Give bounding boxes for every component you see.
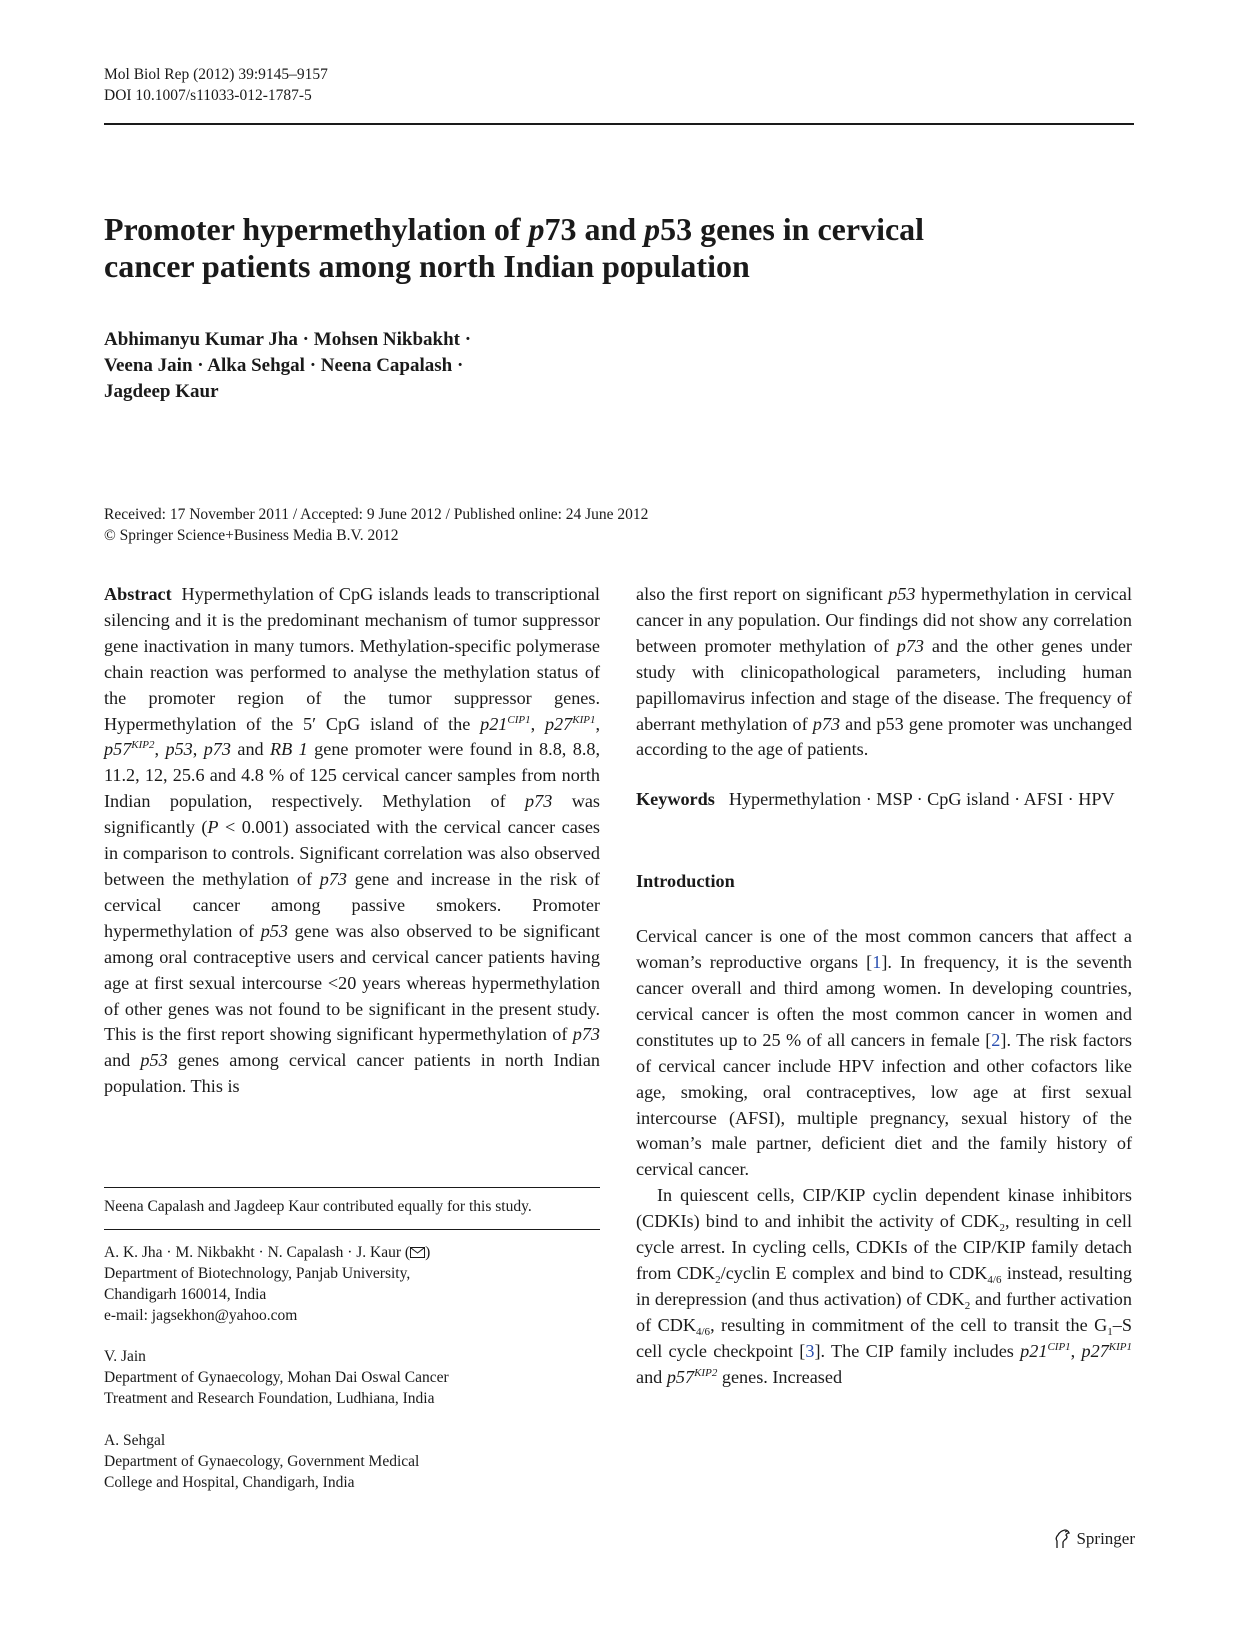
affiliation-city: Chandigarh 160014, India	[104, 1286, 267, 1303]
journal-citation	[104, 64, 328, 106]
author-list	[104, 327, 904, 405]
received-accepted-dates: Received: 17 November 2011 / Accepted: 9 June 2012 / Published online: 24 June 2012	[104, 506, 649, 523]
author-line: Abhimanyu Kumar Jha · Mohsen Nikbakht ·	[104, 329, 472, 350]
envelope-icon[interactable]	[410, 1247, 425, 1258]
journal-line: Mol Biol Rep (2012) 39:9145–9157	[104, 66, 328, 83]
title-line-2: cancer patients among north Indian population	[104, 248, 750, 284]
article-title	[104, 211, 1104, 285]
affiliation-names: A. Sehgal	[104, 1432, 166, 1449]
affiliation-1	[104, 1242, 600, 1326]
title-text: Promoter hypermethylation of	[104, 211, 529, 247]
author-line: Jagdeep Kaur	[104, 381, 219, 402]
affiliation-3	[104, 1430, 600, 1493]
header-rule	[104, 123, 1134, 125]
copyright-notice: © Springer Science+Business Media B.V. 2012	[104, 527, 399, 544]
intro-paragraph-1: Cervical cancer is one of the most common cancers that affect a woman’s reproductive organs [1]. In frequency, it is the seventh cancer overall and third among women. In developing countries, cervical cancer is often the most common cancer in women and constitutes up to 25 % of all cancers in female [2]. The risk factors of cervical cancer include HPV infection and other cofactors like age, smoking, oral contraceptives, low age at first sexual intercourse (AFSI), multiple pregnancy, sexual history of the woman’s male partner, deficient diet and the family history of cervical cancer.	[636, 926, 1132, 1180]
keywords	[636, 787, 1132, 813]
publisher-name: Springer	[1076, 1529, 1135, 1548]
title-gene-p53-italic: p	[644, 211, 661, 247]
affiliation-email[interactable]: e-mail: jagsekhon@yahoo.com	[104, 1307, 298, 1324]
abstract-column-left	[104, 582, 600, 1100]
right-column	[636, 582, 1132, 1390]
abstract-paragraph: Abstract Hypermethylation of CpG islands leads to transcriptional silencing and it is the predominant mechanism of tumor suppressor gene inactivation in many tumors. Methylation-specific polymerase chain reaction was performed to analyse the methylation status of the promoter region of the tumor suppressor genes. Hypermethylation of the 5′ CpG island of the $p21^{CIP1}$, $p27^{KIP1}$, $p57^{KIP2}$, p53, p73 and RB 1 gene promoter were found in 8.8, 8.8, 11.2, 12, 25.6 and 4.8 % of 125 cervical cancer samples from north Indian population, respectively. Methylation of p73 was significantly (P < 0.001) associated with the cervical cancer cases in comparison to controls. Significant correlation was also observed between the methylation of p73 gene and increase in the risk of cervical cancer among passive smokers. Promoter hypermethylation of p53 gene was also observed to be significant among oral contraceptive users and cervical cancer patients having age at first sexual intercourse <20 years whereas hypermethylation of other genes was not found to be significant in the present study. This is the first report showing significant hypermethylation of p73 and p53 genes among cervical cancer patients in north Indian population. This is	[104, 584, 601, 1097]
citation-link[interactable]: 3	[805, 1340, 815, 1361]
keywords-list: Hypermethylation · MSP · CpG island · AFSI · HPV	[728, 789, 1115, 810]
affiliation-dept: Department of Gynaecology, Mohan Dai Oswal Cancer	[104, 1369, 449, 1386]
publication-history	[104, 504, 1104, 546]
affiliation-city: College and Hospital, Chandigarh, India	[104, 1474, 355, 1491]
author-line: Veena Jain · Alka Sehgal · Neena Capalash ·	[104, 355, 464, 376]
title-gene-p73-italic: p	[528, 211, 545, 247]
affiliation-rule	[104, 1229, 600, 1230]
publisher-logo	[1053, 1529, 1135, 1549]
affiliation-city: Treatment and Research Foundation, Ludhiana, India	[104, 1390, 435, 1407]
intro-paragraph-2: In quiescent cells, CIP/KIP cyclin dependent kinase inhibitors (CDKIs) bind to and inhibit the activity of $CDK_2$, resulting in cell cycle arrest. In cycling cells, CDKIs of the CIP/KIP family detach from $CDK_2$/cyclin E complex and bind to $CDK_{4/6}$ instead, resulting in derepression (and thus activation) of $CDK_2$ and further activation of $CDK_{4/6}$, resulting in commitment of the cell to transit the $G_1-S$ cell cycle checkpoint [3]. The CIP family includes $p21^{CIP1}$, $p27^{KIP1}$ and $p57^{KIP2}$ genes. Increased	[636, 1185, 1133, 1387]
affiliation-dept: Department of Biotechnology, Panjab University,	[104, 1265, 411, 1282]
title-text: 53 genes in cervical	[660, 211, 925, 247]
abstract-label: Abstract	[104, 584, 172, 604]
affiliation-2	[104, 1346, 600, 1409]
citation-link[interactable]: 2	[991, 1029, 1001, 1050]
equal-contribution-note: Neena Capalash and Jagdeep Kaur contributed equally for this study.	[104, 1198, 532, 1215]
title-text: 73 and	[544, 211, 645, 247]
affiliation-names: A. K. Jha · M. Nikbakht · N. Capalash · J. Kaur ( )	[104, 1244, 431, 1261]
springer-horse-icon	[1053, 1529, 1071, 1549]
affiliation-names: V. Jain	[104, 1348, 146, 1365]
citation-link[interactable]: 1	[872, 952, 882, 973]
doi-line[interactable]: DOI 10.1007/s11033-012-1787-5	[104, 87, 312, 104]
abstract-continuation: also the first report on significant p53 hypermethylation in cervical cancer in any population. Our findings did not show any correlation between promoter methylation of p73 and the other genes under study with clinicopathological parameters, including human papillomavirus infection and stage of the disease. The frequency of aberrant methylation of p73 and p53 gene promoter was unchanged according to the age of patients.	[636, 584, 1133, 760]
affiliation-dept: Department of Gynaecology, Government Medical	[104, 1453, 420, 1470]
keywords-label: Keywords	[636, 789, 715, 810]
footnote-rule	[104, 1187, 600, 1188]
introduction-heading: Introduction	[636, 871, 735, 892]
